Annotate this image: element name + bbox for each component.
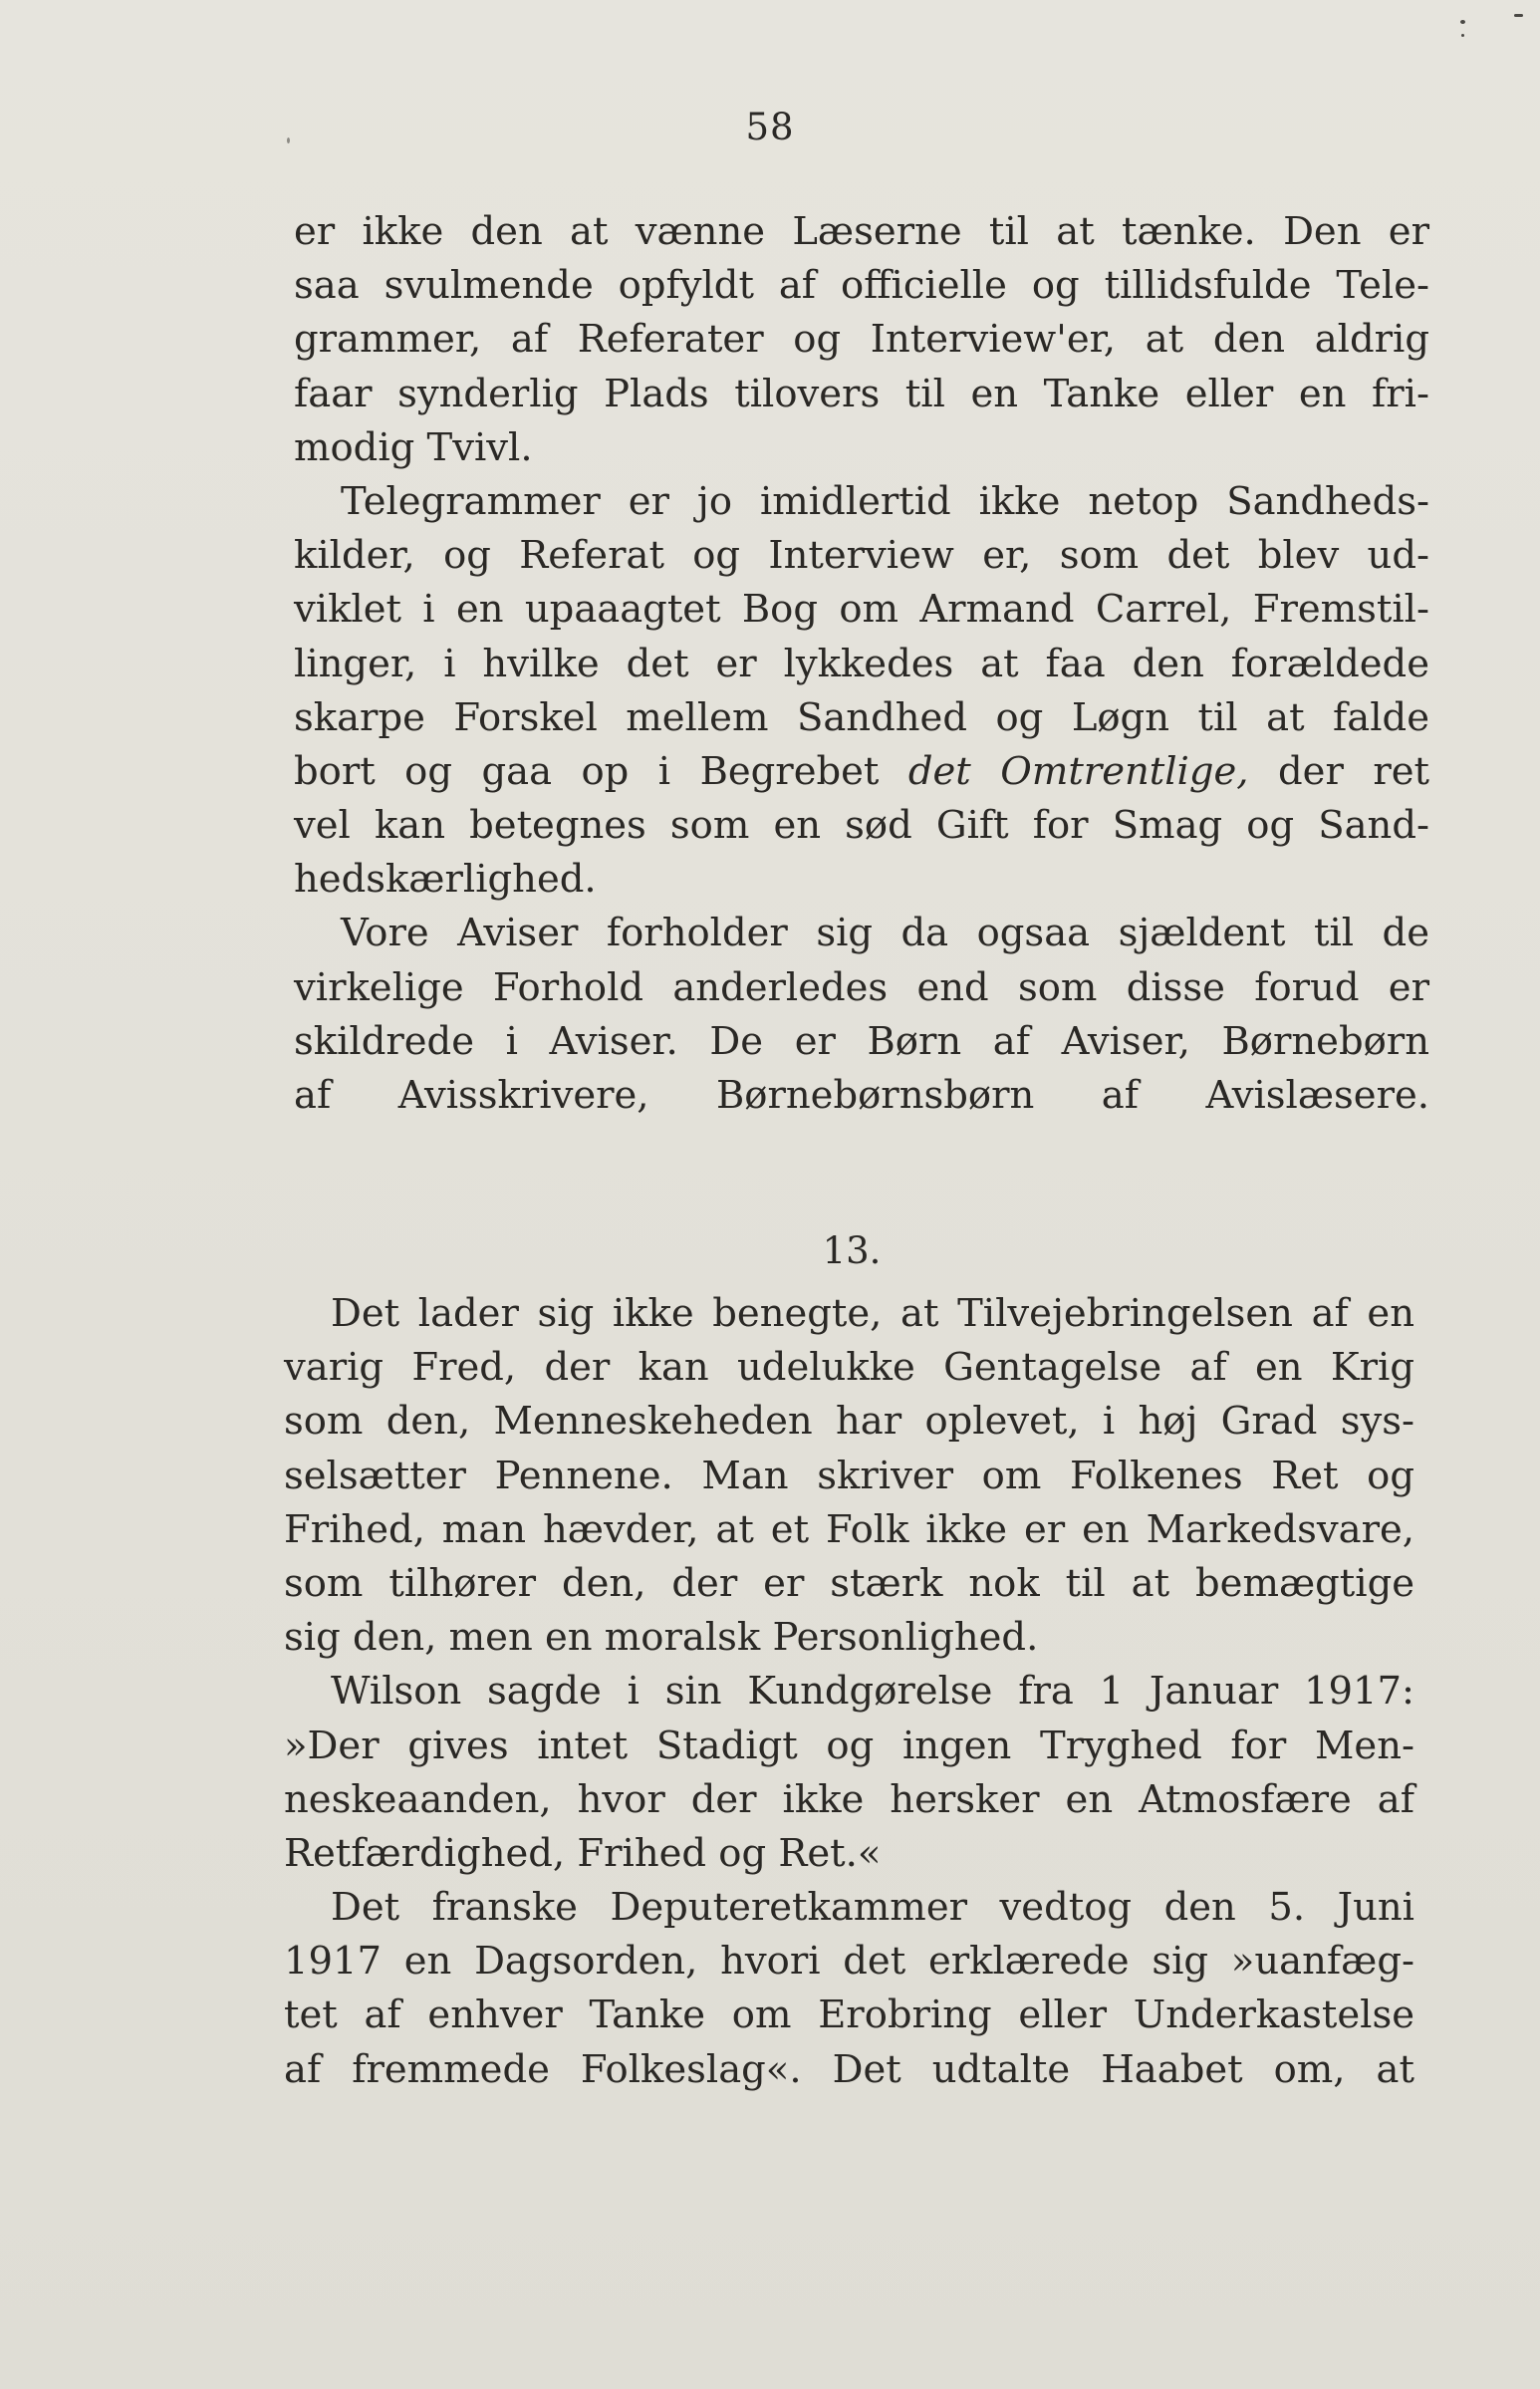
page-speck (1461, 34, 1464, 37)
text-line: skarpe Forskel mellem Sandhed og Løgn til at falde (294, 694, 1429, 740)
text-line: virkelige Forhold anderledes end som disse forud er (294, 964, 1429, 1010)
text-line: sig den, men en moralsk Personlighed. (284, 1615, 1039, 1661)
text-line: som tilhører den, der er stærk nok til at bemægtige (284, 1560, 1414, 1606)
paragraph (284, 1881, 1414, 2097)
text-line: neskeaanden, hvor der ikke hersker en Atmosfære af (284, 1776, 1414, 1822)
text-line: faar synderlig Plads tilovers til en Tanke eller en fri- (294, 371, 1429, 416)
text-line: er ikke den at vænne Læserne til at tænke. Den er (294, 209, 1429, 254)
paragraph (294, 205, 1429, 475)
text-line: saa svulmende opfyldt af officielle og tillidsfulde Tele- (294, 263, 1429, 309)
paragraph (284, 1287, 1414, 1665)
text-line: vel kan betegnes som en sød Gift for Smag og Sand- (294, 803, 1429, 849)
italic-phrase: det Omtrentlige, (907, 748, 1249, 794)
text-line: grammer, af Referater og Interview'er, at den aldrig (294, 317, 1429, 363)
text-line: tet af enhver Tanke om Erobring eller Underkastelse (284, 1992, 1414, 2038)
text-line: Det franske Deputeretkammer vedtog den 5. Juni (331, 1885, 1414, 1931)
text-line: selsætter Pennene. Man skriver om Folkenes Ret og (284, 1453, 1414, 1498)
text-run: bort og gaa op i Begrebet (294, 748, 908, 794)
text-line: Frihed, man hævder, at et Folk ikke er en Markedsvare, (284, 1506, 1414, 1552)
text-line: Telegrammer er jo imidlertid ikke netop Sandheds- (341, 478, 1429, 524)
text-line: Vore Aviser forholder sig da ogsaa sjældent til de (341, 911, 1429, 956)
text-line: viklet i en upaaagtet Bog om Armand Carrel, Fremstil- (294, 587, 1429, 633)
text-line: modig Tvivl. (294, 424, 533, 470)
text-block-upper (294, 205, 1429, 1123)
page-number: 58 (745, 106, 795, 148)
text-run: der ret (1248, 748, 1429, 794)
paragraph (294, 475, 1429, 908)
page-speck (1460, 20, 1465, 24)
text-line: af Avisskrivere, Børnebørnsbørn af Avislæsere. (294, 1073, 1429, 1118)
text-line: Retfærdighed, Frihed og Ret.« (284, 1830, 882, 1876)
text-line: hedskærlighed. (294, 857, 597, 903)
page-speck (1514, 14, 1523, 17)
paragraph (284, 1665, 1414, 1881)
text-line: skildrede i Aviser. De er Børn af Aviser, Børnebørn (294, 1018, 1429, 1064)
text-line: varig Fred, der kan udelukke Gentagelse af en Krig (284, 1345, 1414, 1391)
text-line: »Der gives intet Stadigt og ingen Tryghed for Men- (284, 1723, 1414, 1768)
text-line: Det lader sig ikke benegte, at Tilvejebringelsen af en (331, 1291, 1414, 1336)
text-line: linger, i hvilke det er lykkedes at faa den forældede (294, 641, 1429, 686)
text-line-mixed (294, 745, 1429, 799)
text-line: som den, Menneskeheden har oplevet, i høj Grad sys- (284, 1399, 1414, 1445)
section-number: 13. (822, 1229, 882, 1272)
text-line: af fremmede Folkeslag«. Det udtalte Haabet om, at (284, 2046, 1414, 2092)
text-line: kilder, og Referat og Interview er, som det blev ud- (294, 533, 1429, 579)
paragraph (294, 907, 1429, 1123)
text-line: Wilson sagde i sin Kundgørelse fra 1 Januar 1917: (331, 1669, 1414, 1715)
text-block-lower (284, 1287, 1414, 2097)
text-line: 1917 en Dagsorden, hvori det erklærede sig »uanfæg- (284, 1939, 1414, 1985)
